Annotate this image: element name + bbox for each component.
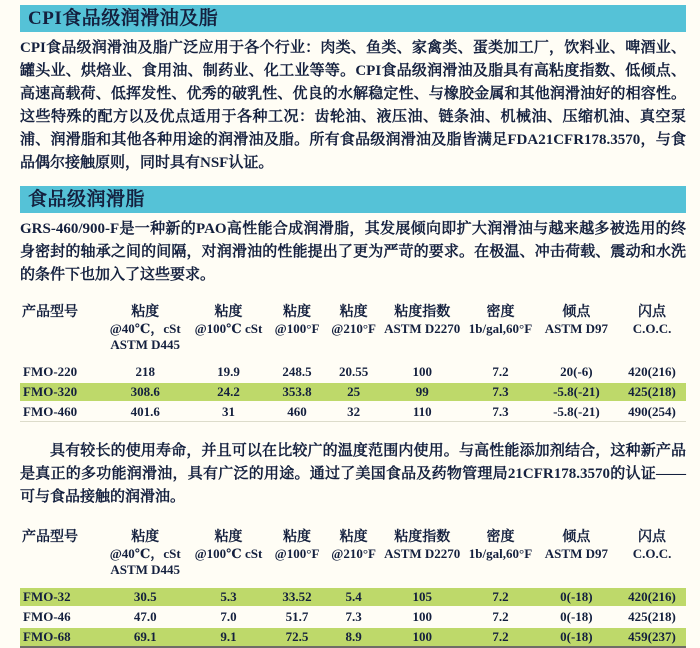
table-row (20, 363, 686, 382)
column-header-line: @210°F (331, 321, 376, 336)
column-header-line: 粘度 (339, 530, 368, 545)
product-model-cell: FMO-460 (23, 404, 78, 419)
column-header (466, 298, 535, 363)
value-cell: 308.6 (130, 384, 160, 399)
column-header-line: @100℃ cSt (194, 546, 263, 561)
product-model-cell: FMO-320 (23, 384, 78, 399)
column-header-line: 粘度 (283, 305, 312, 320)
value-cell: 69.1 (133, 629, 157, 644)
value-cell: 425(218) (628, 384, 676, 399)
column-header-row (20, 298, 686, 363)
column-header-line: ASTM D97 (544, 546, 608, 561)
column-header-line: 产品型号 (22, 305, 78, 320)
product-model-cell: FMO-46 (23, 609, 71, 624)
column-header-line: 倾点 (562, 530, 591, 545)
column-header-line: 粘度指数 (394, 305, 451, 320)
column-header-line: 1b/gal,60°F (468, 321, 533, 336)
value-cell: 32 (347, 404, 361, 419)
value-cell: 9.1 (220, 629, 237, 644)
value-cell: 20.55 (339, 364, 369, 379)
column-header-line: @210°F (331, 546, 376, 561)
value-cell: 47.0 (133, 609, 157, 624)
column-header (618, 523, 686, 588)
value-cell: 7.2 (492, 609, 509, 624)
column-header (20, 298, 99, 363)
column-header-line: 1b/gal,60°F (468, 546, 533, 561)
column-header-line: 粘度 (214, 530, 243, 545)
column-header-line: 粘度指数 (394, 530, 451, 545)
value-cell: 25 (347, 384, 361, 399)
section-title-grease: 食品级润滑脂 (28, 189, 146, 210)
column-header (265, 523, 329, 588)
column-header (329, 523, 378, 588)
value-cell: 490(254) (628, 404, 676, 419)
value-cell: 33.52 (282, 589, 312, 604)
value-cell: 5.4 (345, 589, 362, 604)
product-model-cell: FMO-220 (23, 364, 78, 379)
column-header-line: 粘度 (339, 305, 368, 320)
section-header-main (20, 5, 686, 32)
table-row (20, 607, 686, 627)
value-cell: 110 (412, 404, 432, 419)
column-header-line: @40℃，cSt (109, 321, 181, 336)
value-cell: 8.9 (345, 629, 362, 644)
column-header (99, 298, 192, 363)
value-cell: 100 (412, 629, 432, 644)
product-spec-table-fmo (20, 523, 686, 648)
value-cell: 7.3 (345, 609, 362, 624)
value-cell: 20(-6) (560, 364, 593, 379)
value-cell: -5.8(-21) (553, 384, 600, 399)
column-header (535, 298, 618, 363)
column-header-line: 密度 (486, 305, 515, 320)
column-header (192, 298, 265, 363)
value-cell: 72.5 (285, 629, 309, 644)
column-header-line: 粘度 (214, 305, 243, 320)
section-title-main: CPI食品级润滑油及脂 (28, 8, 219, 29)
column-header (618, 298, 686, 363)
value-cell: 218 (135, 364, 155, 379)
column-header-line: 闪点 (638, 530, 666, 545)
value-cell: 7.3 (492, 384, 509, 399)
intro-paragraph: CPI食品级润滑油及脂广泛应用于各个行业：肉类、鱼类、家禽类、蛋类加工厂，饮料业、啤酒业、罐头业、烘焙业、食用油、制药业、化工业等等。CPI食品级润滑油及脂具有高粘度指数、低倾点、高速高载荷、低挥发性、优秀的破乳性、优良的水解稳定性、与橡胶金属和其他润滑油好的相容性。这些特殊的配方以及优点适用于各种工况：齿轮油、液压油、链条油、机械油、压缩机油、真空泵浦、润滑脂和其他各种用途的润滑油及脂。所有食品级润滑油及脂皆满足FDA21CFR178.3570，与食品偶尔接触原则，同时具有NSF认证。 (20, 40, 686, 171)
value-cell: 0(-18) (560, 589, 593, 604)
value-cell: -5.8(-21) (553, 404, 600, 419)
value-cell: 0(-18) (560, 609, 593, 624)
section-header-grease (20, 186, 686, 213)
column-header-line: 密度 (486, 530, 515, 545)
table-row (20, 402, 686, 422)
column-header-line: @100°F (274, 546, 320, 561)
column-header-line: @40℃，cSt (109, 546, 181, 561)
value-cell: 7.2 (492, 589, 509, 604)
column-header-line: 倾点 (562, 305, 591, 320)
value-cell: 7.2 (492, 629, 509, 644)
product-model-cell: FMO-32 (23, 589, 71, 604)
column-header (99, 523, 192, 588)
mid-paragraph: 具有较长的使用寿命，并且可以在比较广的温度范围内使用。与高性能添加剂结合，这种新产品是真正的多功能润滑油，具有广泛的用途。通过了美国食品及药物管理局21CFR178.3570的认证——可与食品接触的润滑油。 (20, 443, 686, 505)
column-header (466, 523, 535, 588)
product-model-cell: FMO-68 (23, 629, 71, 644)
value-cell: 401.6 (130, 404, 160, 419)
table-row (20, 588, 686, 607)
value-cell: 24.2 (217, 384, 240, 399)
value-cell: 99 (415, 384, 429, 399)
value-cell: 51.7 (285, 609, 309, 624)
column-header-line: ASTM D445 (110, 337, 181, 352)
table-row (20, 382, 686, 402)
product-spec-table-oils (20, 298, 686, 422)
column-header-line: ASTM D2270 (384, 321, 461, 336)
column-header-line: 粘度 (131, 530, 160, 545)
grease-paragraph: GRS-460/900-F是一种新的PAO高性能合成润滑脂，其发展倾向即扩大润滑油与越来越多被选用的终身密封的轴承之间的间隔，对润滑油的性能提出了更为严苛的要求。在极温、冲击荷载、震动和水洗的条件下也加入了这些要求。 (20, 221, 686, 283)
column-header (378, 298, 466, 363)
column-header-line: 粘度 (283, 530, 312, 545)
column-header (378, 523, 466, 588)
column-header-line: ASTM D97 (544, 321, 608, 336)
value-cell: 7.3 (492, 404, 509, 419)
value-cell: 425(218) (628, 609, 676, 624)
column-header-line: ASTM D445 (110, 562, 181, 577)
column-header-line: 粘度 (131, 305, 160, 320)
value-cell: 7.2 (492, 364, 509, 379)
value-cell: 31 (221, 404, 235, 419)
value-cell: 420(216) (628, 589, 676, 604)
value-cell: 30.5 (133, 589, 157, 604)
value-cell: 420(216) (628, 364, 676, 379)
column-header-line: @100°F (274, 321, 320, 336)
value-cell: 100 (412, 609, 432, 624)
column-header-line: @100℃ cSt (194, 321, 263, 336)
value-cell: 5.3 (220, 589, 237, 604)
column-header (265, 298, 329, 363)
column-header-row (20, 523, 686, 588)
column-header-line: C.O.C. (632, 321, 672, 336)
column-header (329, 298, 378, 363)
column-header-line: 闪点 (638, 305, 666, 320)
column-header (535, 523, 618, 588)
column-header (20, 523, 99, 588)
value-cell: 0(-18) (560, 629, 593, 644)
value-cell: 248.5 (282, 364, 312, 379)
value-cell: 100 (412, 364, 432, 379)
value-cell: 460 (287, 404, 307, 419)
value-cell: 353.8 (282, 384, 312, 399)
value-cell: 105 (412, 589, 432, 604)
column-header-line: ASTM D2270 (384, 546, 461, 561)
column-header (192, 523, 265, 588)
column-header-line: C.O.C. (632, 546, 672, 561)
value-cell: 459(237) (628, 629, 676, 644)
value-cell: 7.0 (220, 609, 237, 624)
value-cell: 19.9 (217, 364, 240, 379)
column-header-line: 产品型号 (22, 530, 78, 545)
table-row (20, 627, 686, 647)
